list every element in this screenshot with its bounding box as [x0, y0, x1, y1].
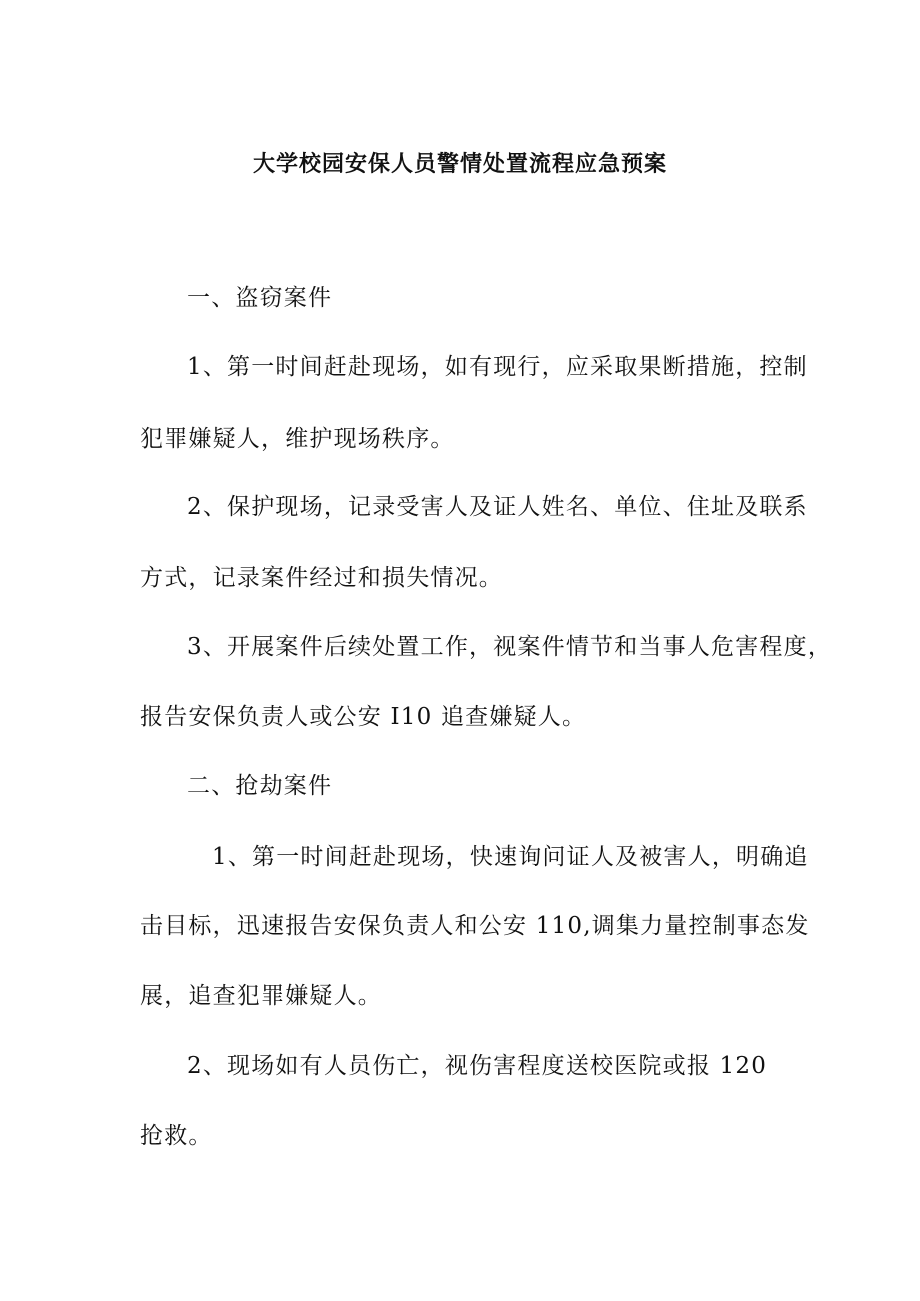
section-heading-robbery: 二、抢劫案件 [187, 773, 333, 799]
paragraph-line: 1、第一时间赶赴现场，快速询问证人及被害人，明确追 [212, 844, 809, 870]
paragraph-line: 展，追查犯罪嫌疑人。 [140, 983, 382, 1009]
paragraph-line: 方式，记录案件经过和损失情况。 [140, 565, 503, 591]
section-heading-theft: 一、盗窃案件 [187, 285, 333, 311]
paragraph-line: 1、第一时间赶赴现场，如有现行，应采取果断措施，控制 [187, 354, 808, 380]
paragraph-line: 犯罪嫌疑人，维护现场秩序。 [140, 426, 455, 452]
paragraph-line: 2、现场如有人员伤亡，视伤害程度送校医院或报 120 [187, 1053, 768, 1079]
paragraph-line: 击目标，迅速报告安保负责人和公安 110,调集力量控制事态发 [140, 913, 810, 939]
paragraph-line: 抢救。 [140, 1123, 213, 1149]
paragraph-line: 2、保护现场，记录受害人及证人姓名、单位、住址及联系 [187, 494, 808, 520]
document-title: 大学校园安保人员警情处置流程应急预案 [252, 152, 667, 177]
paragraph-line: 报告安保负责人或公安 I10 追查嫌疑人。 [140, 704, 587, 730]
paragraph-line: 3、开展案件后续处置工作，视案件情节和当事人危害程度， [187, 634, 833, 660]
